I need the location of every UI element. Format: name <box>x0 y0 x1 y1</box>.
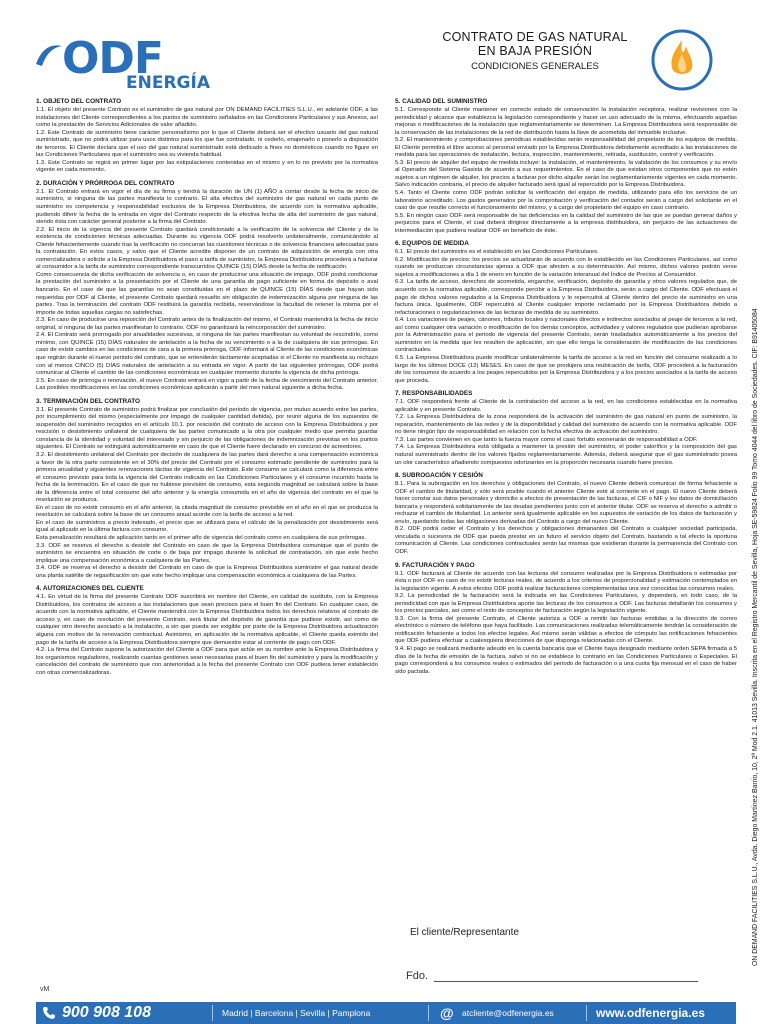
document-subtitle: CONDICIONES GENERALES <box>471 61 599 72</box>
terms-section <box>395 390 737 467</box>
footer-bar <box>36 1002 736 1024</box>
terms-column-right <box>395 98 737 681</box>
terms-section <box>395 562 737 677</box>
clause-paragraph: 6.2. Modificación de precios: los precios se actualizarán de acuerdo con lo establecido en las Condiciones Particulares, así como cuando se produzcan circunstancias ajenas a ODF que afecten a su determinación. Así mismo, dichos valores podrán verse sujetos a modificaciones a día 1 de enero en función de la variación interanual del Índice de Precios al Consumidor. <box>395 256 737 278</box>
clause-paragraph: Esta penalización resultará de aplicación tanto en el primer año de vigencia del contrato como en cualquiera de sus prórrogas. <box>36 534 367 541</box>
clause-paragraph: 2.3. En caso de producirse una reposición del Contrato antes de la finalización del mismo, el Contrato mantendrá la fecha de inicio original, si ninguna de las partes manifiestan lo contrario. ODF no garantizará la reincorporación del suministro. <box>36 317 378 331</box>
clause-paragraph: 3.4. ODF se reserva el derecho a desistir del Contrato en caso de que la Empresa Distribuidora suministre el gas natural desde una planta satélite de regasificación sin que este hecho implique una compensación económica a cualquiera de las Partes. <box>36 565 378 579</box>
clause-paragraph: 7.1. ODF responderá frente al Cliente de la contratación del acceso a la red, en las condiciones establecidas en la normativa aplicable y en presente Contrato. <box>395 399 737 413</box>
website-link[interactable]: www.odfenergia.es <box>596 1006 705 1020</box>
footer-divider <box>586 1005 587 1021</box>
clause-paragraph: 1.3. Este Contrato se regirá en primer lugar por las estipulaciones contenidas en el mismo y en lo no previsto por la normativa vigente en cada momento. <box>36 159 378 174</box>
terms-section <box>36 180 378 393</box>
terms-section <box>36 585 378 677</box>
clause-paragraph: 5.4. Tanto el Cliente como ODF podrán solicitar la verificación del equipo de medida, utilizando para ello los servicios de un laboratorio acreditado. Los gastos generados por la comprobación y verificación del contador serán a cargo del solicitante en el caso de que resulte correcto el funcionamiento del mismo, y a cargo del propietario del equipo en caso contrario. <box>395 190 737 212</box>
version-code: vM <box>40 986 50 993</box>
customer-phone[interactable]: 900 908 108 <box>62 1004 151 1021</box>
clause-paragraph: 3.2. El desistimiento unilateral del Contrato por decisión de cualquiera de las partes dará derecho a una compensación económica a favor de la otra parte consistente en el 30% del precio del Contrato por el consumo estimado pendiente de suministro para la primera anualidad y siguientes renovaciones tácitas de vigencia del Contrato. Este consumo se calculará como la diferencia entre el consumo previsto para toda la vigencia del Contrato indicado en las Condiciones Particulares y el consumo incurrido hasta la fecha de la terminación. En el caso de que no hubiese previsión de consumo, esta segunda magnitud se calculará sobre la base de la diferencia entre el total consumo del año anterior y la energía consumida en el año de vigencia del contrato en el que la resolución se produzca. <box>36 451 378 504</box>
section-heading: 3. TERMINACIÓN DEL CONTRATO <box>36 397 141 405</box>
title-line-1: CONTRATO DE GAS NATURAL <box>442 30 628 44</box>
clause-paragraph: 5.5. En ningún caso ODF será responsable de las deficiencias en la calidad del suministro de las que se puedan generar daños y perjuicios para el Cliente, el cual deberá dirigirse directamente a la empresa distribuidora, sin perjuicio de las actuaciones de intermediación que pudiera realizar ODF en beneficio de éste. <box>395 212 737 234</box>
clause-paragraph: 1.1. El objeto del presente Contrato es el suministro de gas natural por ON DEMAND FACILITIES S.L.U., en adelante ODF, a las instalaciones del Cliente correspondientes a los puntos de suministro señalados en las Condiciones Particulares y sus Anexos, así como la prestación de Servicios Adicionales de valor añadido. <box>36 107 378 129</box>
document-title <box>430 30 640 73</box>
section-heading: 1. OBJETO DEL CONTRATO <box>36 98 122 105</box>
terms-column-left <box>36 98 378 682</box>
clause-paragraph: 2.4. El Contrato será prorrogado por anualidades sucesivas, si ninguna de las partes manifiestan su voluntad de rescindirlo, como mínimo, con QUINCE (15) DÍAS naturales de antelación a la fecha de su vencimiento o a la de cualquiera de sus prórrogas. En caso de existir cambios en las condiciones de cara a la primera prórroga, ODF informará al Cliente de las condiciones económicas que regirán durante el nuevo periodo del contrato, que se entenderán tácitamente aceptadas si el Cliente no manifiesta su rechazo con al menos CINCO (5) DÍAS naturales de antelación a su entrada en vigor. A partir de las siguientes prórrogas, ODF podrá comunicar al Cliente el cambio de las condiciones económicas en cualquier momento durante la vigencia de dicha prórroga. <box>36 332 378 377</box>
clause-paragraph: 7.3. Las partes convienen en que tanto la fuerza mayor como el caso fortuito exonerarán de responsabilidad a ODF. <box>395 436 698 443</box>
logo-wordmark: ODF <box>62 33 163 84</box>
section-heading: 4. AUTORIZACIONES DEL CLIENTE <box>36 585 144 593</box>
clause-paragraph: En el caso de suministros a precio indexado, el precio que se utilizará para el cálculo de la penalización por desistimiento será igual al aplicado en la última factura con consumo. <box>36 519 378 534</box>
footer-divider <box>428 1005 429 1021</box>
company-registry-text: ON DEMAND FACILITIES S.L.U., Avda. Diego Martínez Barrio, 10, 2ª Mod 2.1. 41013 Sevilla. Inscrita en el Registro Mercantil de Sevilla, Hoja SE-59824 Folio 99 Tomo 4044 del libro de Sociedades. CIF: B91405084 <box>752 308 759 966</box>
clause-paragraph: 6.3. La tarifa de acceso, derechos de acometida, enganche, verificación, depósito de garantía y otros valores regulados que, de acuerdo con la normativa aplicable, corresponde percibir a la Empresa Distribuidora, serán a cargo del Cliente. ODF efectuará el pago de dichos valores regulados a la Empresa Distribuidora y lo repercutirá al Cliente dentro del precio de suministro en una factura única. Igualmente, ODF repercutirá al Cliente cualquier importe reclamado por la Empresa Distribuidora debido a refacturaciones o regularizaciones de las lecturas de medida de su suministro. <box>395 279 737 316</box>
client-signature-label: El cliente/Representante <box>410 927 519 938</box>
title-line-2: EN BAJA PRESIÓN <box>477 44 593 58</box>
clause-paragraph: 9.2. La periodicidad de la facturación será la indicada en las Condiciones Particulares, y dependerá, en todo caso, de la periodicidad con que la Empresa Distribuidora aporte las lecturas de los consumos a ODF. Las facturas detallarán los consumos y los precios parciales, así como el resto de conceptos de facturación según la legislación vigente. <box>395 593 737 615</box>
clause-paragraph: 9.1. ODF facturará al Cliente de acuerdo con las lecturas del consumo realizadas por la Empresa Distribuidora o estimadas por ésta o por ODF en caso de no existir lecturas reales, de acuerdo a los criterios de proporcionalidad y estimación contemplados en la legislación vigente. A estos efectos ODF podrá realizar facturaciones complementarias una vez conocidas las consumos reales. <box>395 570 737 592</box>
email-at-icon: @ <box>440 1005 454 1021</box>
phone-icon <box>42 1006 56 1020</box>
terms-section <box>395 240 737 385</box>
odf-energia-logo <box>34 34 234 94</box>
clause-paragraph: 2.5. En caso de prórroga o renovación, el nuevo Contrato entrará en vigor a partir de la fecha de vencimiento del Contrato anterior. Las posibles modificaciones en las condiciones económicas aplicarán a partir del mes natural siguiente a dicha fecha. <box>36 377 378 392</box>
clause-paragraph: 7.4. La Empresa Distribuidora está obligada a mantener la presión del suministro, el poder calorífico y la composición del gas natural suministrado dentro de los valores fijados reglamentariamente. Además, deberá asegurar que el gas suministrado posea un olor característico añadiendo compuestos odorizantes en la proporción necesaria cuando fuere preciso. <box>395 444 737 466</box>
section-heading: 7. RESPONSABILIDADES <box>395 390 473 398</box>
clause-paragraph: 2.2. El inicio de la vigencia del presente Contrato quedará condicionado a la verificación de la solvencia del Cliente y de la existencia de condiciones técnicas adecuadas. Durante su vigencia ODF podrá resolverlo unilateralmente, comunicándolo al Cliente fehacientemente cuando tras la verificación no concurran las cuestiones técnicas o de solvencia financiera adecuadas para la contratación. En estos casos, y salvo que el Cliente acredite disponer de un contrato de adquisición de energía con otra comercializadora o solicite a la Empresa Distribuidora el paso a tarifa de suministro, la Empresa Distribuidora procederá a facturar al consumidor a la tarifa de suministro correspondiente transcurridos QUINCE (15) DÍAS desde la fecha de notificación. <box>36 226 378 271</box>
clause-paragraph: 3.3. ODF se reserva el derecho a desistir del Contrato en caso de que la Empresa Distribuidora comunique que el punto de suministro se encuentra en situación de corte o de baja por impago durante la solicitud de contratación, sin que este hecho implique una compensación económica a cualquiera de las Partes. <box>36 542 378 564</box>
clause-paragraph: 7.2. La Empresa Distribuidora de la zona responderá de la activación del suministro de gas natural en punto de suministro, la reparación, mantenimiento de las redes y de la disponibilidad y calidad del suministro de acuerdo con la normativa aplicable. ODF no tiene ningún tipo de responsabilidad en relación con la fecha efectiva de activación del suministro. <box>395 414 737 436</box>
clause-paragraph: 9.4. El pago se realizará mediante adeudo en la cuenta bancaria que el Cliente haya designado mediante orden SEPA firmada a 5 días de la fecha de emisión de la factura, salvo si no se establece lo contrario en las Condiciones Particulares o Especiales. El pago corresponderá a los consumos reales o estimados del periodo de facturación o a una cuota fija mensual en el caso de haber sido pactada. <box>395 646 737 675</box>
clause-paragraph: 6.5. La Empresa Distribuidora puede modificar unilateralmente la tarifa de acceso a la red en función del consumo realizado a lo largo de los últimos DOCE (12) MESES. En caso de que se produjera una reubicación de tarifa, ODF procederá a la facturación de los consumos de acuerdo a los peajes repercutidos por la Empresa Distribuidora y a los precios asociados a la tarifa de acceso que proceda. <box>395 354 737 384</box>
gas-flame-icon <box>650 28 714 92</box>
signature-fdo-label: Fdo. <box>406 970 429 982</box>
clause-paragraph: 6.4. Los variaciones de peajes, cánones, tributos locales y nacionales directos e indirectos asociados al peaje de terceros a la red, así como cualquier otra variación o modificación de los demás conceptos, actividades y valores regulados que pudieran aprobarse por la Administración para el periodo de vigencia del presente Contrato, serán trasladados automáticamente a los precios del suministro en la medida que les resulten de aplicación, sin que ello tenga la consideración de modificación de las condiciones contractuales. <box>395 317 737 354</box>
clause-paragraph: 5.3. El precio de alquiler del equipo de medida incluye: la instalación, el mantenimiento, la validación de los consumos y su envío al Operador del Sistema Gasista de acuerdo a sus requerimientos. En el caso de que existan otros componentes que no estén sujetos a un régimen de alquiler, los precios a facturar por dicho alquiler serán los reglamentariamente vigentes en cada momento. Salvo indicación contraria, el precio de alquiler facturado será igual al repercutido por la Empresa Distribuidora. <box>395 159 737 189</box>
clause-paragraph: 4.1. En virtud de la firma del presente Contrato ODF suscribirá en nombre del Cliente, en calidad de sustituto, con la Empresa Distribuidora, los contratos de acceso a las instalaciones que sean precisos para el buen fin del Contrato. En cualquier caso, de acuerdo con la normativa aplicable, el Cliente mantendrá con la Empresa Distribuidora todos los derechos relativos al contrato de acceso y, en caso de resolución del presente Contrato, será titular del depósito de garantía que pudiese existir, así como de cualquier otro derecho asociado a la instalación, a sin que pueda ser exigible por parte de la Empresa Distribuidora actualización alguna con motivo de la renovación contractual. Asimismo, en aplicación de la normativa aplicable, el Cliente queda eximido del pago de la tarifa de acceso a la Empresa Distribuidora siempre que demuestre estar al corriente de pago con ODF. <box>36 594 378 646</box>
clause-paragraph: Como consecuencia de dicha verificación de solvencia o, en caso de producirse una situación de impago, ODF podrá condicionar la prestación del suministro a la presentación por el Cliente de una garantía de pago suficiente en forma de depósito o aval bancario. En el caso de que las garantías no sean constituidas en el plazo de QUINCE (15) DÍAS desde que hayan sido requeridas por ODF al Cliente, el presente Contrato quedará resuelto sin obligación de indemnización alguna por ninguna de las partes. Tras la terminación del contrato ODF restituirá la garantía recibida, reservándose la facultad de retener la misma por el importe de todas aquellas cargas no satisfechas. <box>36 271 378 316</box>
footer-divider <box>212 1005 213 1021</box>
clause-paragraph: 3.1. El presente Contrato de suministro podrá finalizar por conclusión del periodo de vigencia, por mutuo acuerdo entre las partes, por incumplimiento del mismo (especialmente por impago de cualquier cantidad debida), por reunir alguna de los supuestos de suspensión del suministro recogidos en el artículo 10.1. por rescisión del contrato de acceso con la Empresa Distribuidora y por rescisión o desistimiento unilateral de cualquiera de las partes comunicado a la otra por cualquier medio que permita guardar constancia de la identidad y voluntad del interesado y sin perjuicio de las obligaciones de indemnización previstas en los puntos siguientes. El Contrato se extinguirá automáticamente en caso de que el Cliente fuere declarado en concurso de acreedores. <box>36 406 378 451</box>
logo-subtitle: ENERGÍA <box>126 73 210 93</box>
terms-section <box>36 98 378 175</box>
section-heading: 6. EQUIPOS DE MEDIDA <box>395 240 469 248</box>
clause-paragraph: 6.1. El precio del suministro es el establecido en las Condiciones Particulares. <box>395 249 599 256</box>
terms-section <box>36 398 378 581</box>
odf-swoosh-icon <box>34 40 64 70</box>
section-heading: 8. SUBROGACIÓN Y CESIÓN <box>395 472 483 480</box>
clause-paragraph: 9.3. Con la firma del presente Contrato, el Cliente autoriza a ODF a remitir las facturas emitidas a la dirección de correo electrónico o número de teléfono que haya facilitado. Las comunicaciones realizadas telemáticamente tendrán la consideración de notificación fehaciente a todos los efectos legales. Así mismo serán válidas a efectos de cómputo las notificaciones fehacientes que ODF pudiera efectuar a cualesquiera direcciones de que disponga relacionadas con el Cliente. <box>395 615 737 645</box>
clause-paragraph: 8.1. Para la subrogación en los derechos y obligaciones del Contrato, el nuevo Cliente deberá comunicar de forma fehaciente a ODF el cambio de titularidad, y sólo será posible cuando el anterior Cliente esté al corriente en el pago. El nuevo Cliente deberá hacer constar sus datos personales y domicilio a efectos de presentación de las facturas, el CIF o NIF y los datos de domiciliación bancaria y responderá solidariamente de las deudas pendientes junto con el anterior titular. ODF se reserva el derecho a admitir o rechazar el cambio de titularidad. Lo anterior será igualmente aplicable en los supuestos de variación de los datos de facturación y envío, quedando todas las obligaciones derivadas del Contrato a cargo del nuevo Cliente. <box>395 481 737 525</box>
section-heading: 5. CALIDAD DEL SUMINISTRO <box>395 98 488 105</box>
clause-paragraph: 1.2. Este Contrato de suministro tiene carácter personalísimo por lo que el Cliente deberá ser el efectivo usuario del gas natural suministrado, que no podrá utilizar para usos distintos para los que fue contratado, ni cederlo, enajenarlo o ponerlo a disposición de terceros. El Cliente declara que el uso del gas natural suministrado está dedicado a fines no domésticos cuando no figure en las Condiciones Particulares que el suministro sea su vivienda habitual. <box>36 129 378 159</box>
clause-paragraph: En el caso de no existir consumo en el año anterior, la citada magnitud de consumo previsible en el año en el que se produzca la resolución se calculará sobre la base de un consumo anual acorde con la tarifa de acceso a la red. <box>36 504 378 519</box>
section-heading: 9. FACTURACIÓN Y PAGO <box>395 561 475 569</box>
signature-line[interactable] <box>434 981 698 982</box>
section-heading: 2. DURACIÓN Y PRÓRROGA DEL CONTRATO <box>36 179 175 187</box>
terms-section <box>395 472 737 556</box>
office-cities: Madrid | Barcelona | Sevilla | Pamplona <box>222 1008 371 1018</box>
clause-paragraph: 4.2. La firma del Contrato supone la autorización del Cliente a ODF para que actúe en su nombre ante la Empresa Distribuidora y los organismos reguladores, realizando cuantas gestiones sean necesarias para el buen fin del suministro y para la modificación y cancelación del contrato de suministro que con anterioridad a la fecha del presente Contrato con ODF pudiera tener establecido con otras comercializadoras. <box>36 647 378 676</box>
customer-email[interactable]: atcliente@odfenergia.es <box>462 1008 554 1018</box>
clause-paragraph: 5.2. El mantenimiento y comprobaciones periódicas establecidas serán responsabilidad del propietario de los equipos de medida. El Cliente permitirá el libre acceso al personal enviado por la Empresa Distribuidora debidamente acreditado a las instalaciones de medida para las operaciones de instalación, lectura, inspección, mantenimiento, retirada, sustitución, control y verificación. <box>395 137 737 159</box>
clause-paragraph: 5.1. Corresponde al Cliente mantener en correcto estado de conservación la instalación receptora, realizar revisiones con la periodicidad y alcance que establezca la legislación correspondiente y hacer un uso adecuado de la misma, efectuando aquellas mejoras o modificaciones de la instalación que reglamentariamente se determinen. La Empresa Distribuidora será responsable de la conservación de las instalaciones de la red de distribución hasta la llave de acometida del inmueble inclusive. <box>395 107 737 136</box>
clause-paragraph: 8.2. ODF podrá ceder el Contrato y los derechos y obligaciones dimanantes del Contrato a cualquier sociedad participada, vinculada o sucesora de ODF que pueda prestar en un futuro el servicio objeto del Contrato, bastando a tal efecto la oportuna comunicación al Cliente. Las condiciones contractuales serán las mismas que existieran durante la permanencia del Contrato con ODF. <box>395 526 737 555</box>
terms-section <box>395 98 737 235</box>
clause-paragraph: 2.1. El Contrato entrará en vigor el día de su firma y tendrá la duración de UN (1) AÑO a contar desde la fecha de inicio de suministro, si ninguna de las partes manifiesta lo contrario. El alta efectiva del suministro de gas natural en cada punto de suministro es competencia y responsabilidad exclusiva de la Empresa Distribuidora, de acuerdo con la normativa aplicable, pudiendo diferir la fecha de la entrada en vigor del Contrato respecto de la efectiva fecha de alta del suministro de gas natural, siendo ésta con carácter general posterior a la firma del Contrato. <box>36 188 378 226</box>
